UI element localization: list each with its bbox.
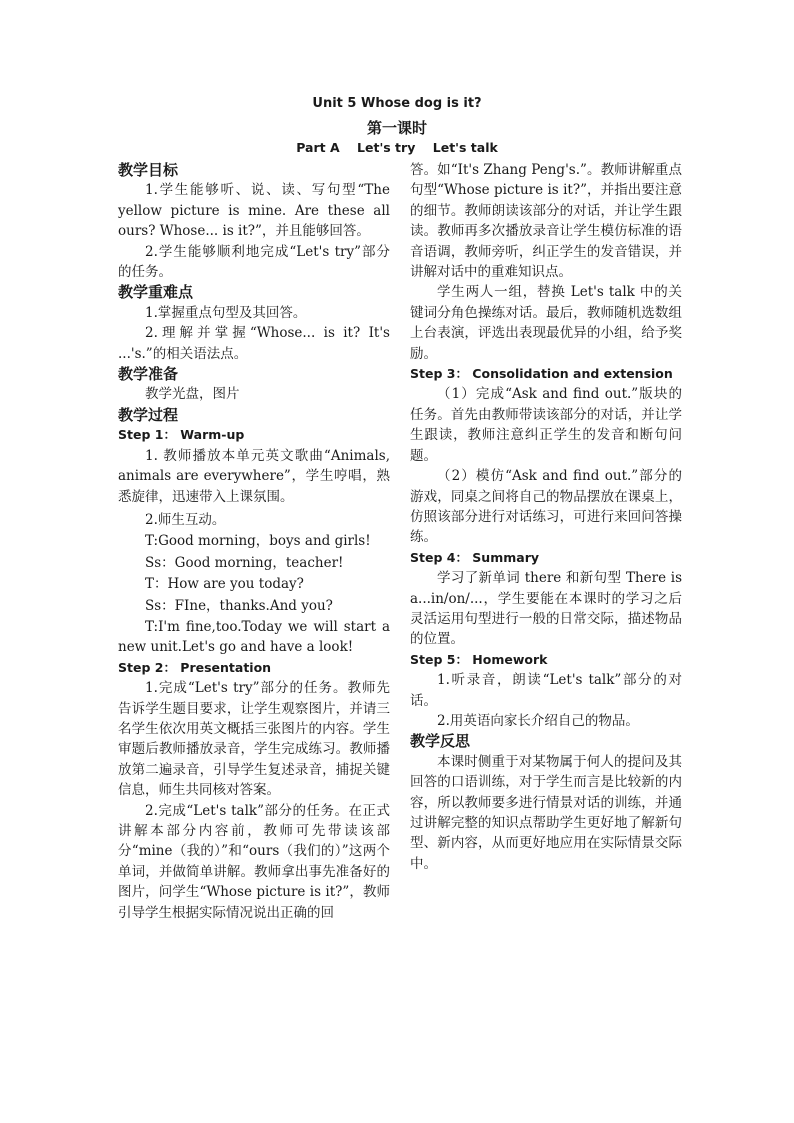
heading-prep: 教学准备 bbox=[118, 365, 179, 384]
heading-process: 教学过程 bbox=[118, 405, 179, 424]
reflection-text: 本课时侧重于对某物属于何人的提问及其回答的口语训练，对于学生而言是比较新的内容，所以教师要多进行情景对话的训练，并通过讲解完整的知识点帮助学生更好地了解新句型、新内容，从而更好地应用在实际情景交际中。 bbox=[410, 753, 682, 872]
heading-reflection: 教学反思 bbox=[410, 732, 471, 751]
goal-2: 2.学生能够顺利地完成“Let's try”部分的任务。 bbox=[118, 243, 390, 281]
prep-text: 教学光盘，图片 bbox=[145, 386, 240, 403]
key-1: 1.掌握重点句型及其回答。 bbox=[145, 304, 307, 321]
dialogue-line: Ss：Good morning，teacher! bbox=[145, 554, 344, 571]
step-3-para-2: （2）模仿“Ask and find out.”部分的游戏，同桌之间将自己的物品摆放在课桌上，仿照该部分进行对话练习，可进行来回问答操练。 bbox=[410, 468, 682, 546]
step-4-para: 学习了新单词 there 和新句型 There is a...in/on/...，学生要能在本课时的学习之后灵活运用句型进行一般的日常交际，描述物品的位置。 bbox=[410, 570, 682, 648]
pair-practice: 学生两人一组，替换 Let's talk 中的关键词分角色操练对话。最后，教师随机选数组上台表演，评选出表现最优异的小组，给予奖励。 bbox=[410, 284, 682, 362]
heading-keys: 教学重难点 bbox=[118, 283, 194, 302]
dialogue-line: Ss：FIne，thanks.And you? bbox=[145, 597, 333, 614]
step-2-para-2: 2.完成“Let's talk”部分的任务。在正式讲解本部分内容前，教师可先带读该部分“mine（我的）”和“ours（我们的）”这两个单词，并做简单讲解。教师拿出事先准备好的图片，问学生“Whose picture is it?”，教师引导学生根据实际情况说出正确的回 bbox=[118, 802, 390, 921]
step-2-continued: 答。如“It's Zhang Peng's.”。教师讲解重点句型“Whose picture is it?”，并指出要注意的细节。教师朗读该部分的对话，并让学生跟读。教师再多次播放录音让学生模仿标准的语音语调，教师旁听，纠正学生的发音错误，并讲解对话中的重难知识点。 bbox=[410, 162, 682, 281]
step-2-heading: Step 2： Presentation bbox=[118, 659, 272, 675]
key-2: 2.理解并掌握“Whose... is it? It's ...'s.”的相关语法点。 bbox=[118, 325, 390, 362]
right-column bbox=[410, 160, 682, 874]
step-5-para-2: 2.用英语向家长介绍自己的物品。 bbox=[437, 712, 639, 729]
step-1-para-1: 1. 教师播放本单元英文歌曲“Animals, animals are everywhere”，学生哼唱，熟悉旋律，迅速带入上课氛围。 bbox=[118, 447, 390, 505]
unit-title: Unit 5 Whose dog is it? bbox=[312, 96, 482, 111]
left-column bbox=[118, 160, 390, 923]
dialogue-line: T:I'm fine,too.Today we will start a new unit.Let's go and have a look! bbox=[118, 618, 390, 656]
step-1-para-2: 2.师生互动。 bbox=[145, 511, 226, 528]
dialogue-line: T:Good morning，boys and girls! bbox=[145, 533, 371, 550]
step-2-para-1: 1.完成“Let's try”部分的任务。教师先告诉学生题目要求，让学生观察图片，并请三名学生依次用英文概括三张图片的内容。学生审题后教师播放录音，学生完成练习。教师播放第二遍录音，引导学生复述录音，捕捉关键信息，师生共同核对答案。 bbox=[118, 680, 390, 799]
step-3-para-1: （1）完成“Ask and find out.”版块的任务。首先由教师带读该部分的对话，并让学生跟读，教师注意纠正学生的发音和断句问题。 bbox=[410, 386, 682, 464]
step-1-heading: Step 1： Warm-up bbox=[118, 427, 245, 443]
part-title: Part A Let's try Let's talk bbox=[296, 140, 498, 155]
lesson-title: 第一课时 bbox=[366, 119, 427, 137]
step-5-para-1: 1.听录音，朗读“Let's talk”部分的对话。 bbox=[410, 672, 682, 709]
heading-goals: 教学目标 bbox=[118, 161, 179, 179]
step-3-heading: Step 3： Consolidation and extension bbox=[410, 366, 673, 382]
step-5-heading: Step 5： Homework bbox=[410, 651, 548, 667]
dialogue-line: T：How are you today? bbox=[145, 576, 304, 593]
goal-1: 1.学生能够听、说、读、写句型“The yellow picture is mine. Are these all ours? Whose... is it?”，并且能够回答。 bbox=[118, 182, 390, 240]
step-4-heading: Step 4： Summary bbox=[410, 549, 540, 565]
